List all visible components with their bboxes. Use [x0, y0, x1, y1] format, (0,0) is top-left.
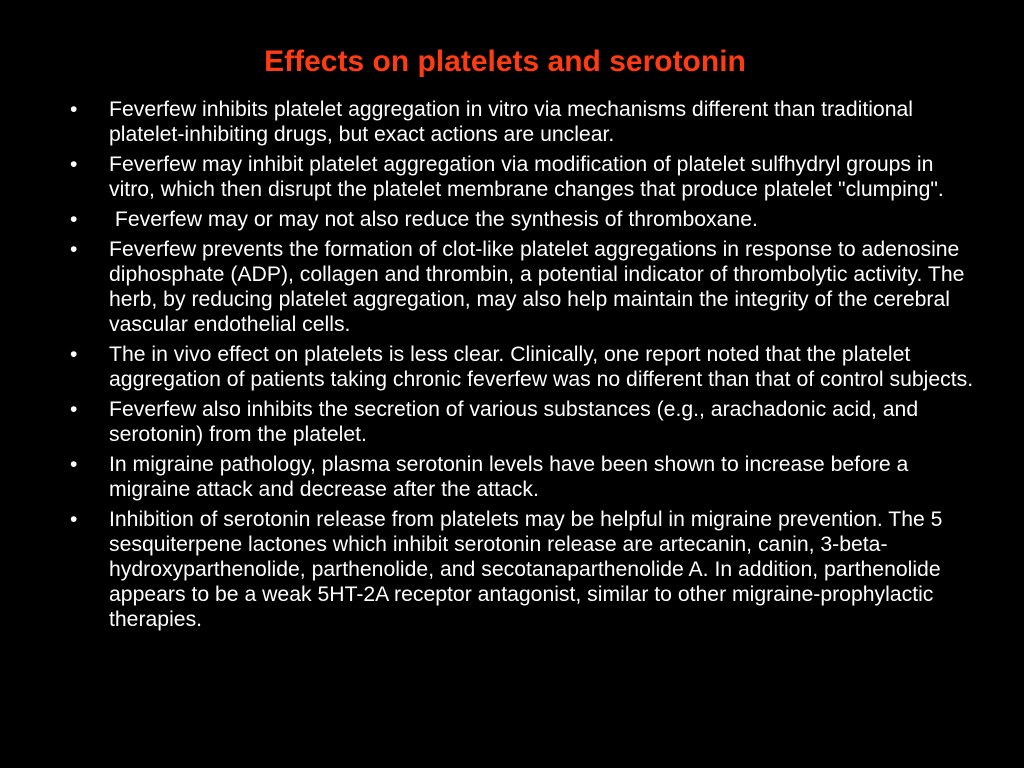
list-item: [66, 97, 976, 147]
bullet-dot-icon: •: [70, 453, 78, 476]
bullet-text: Feverfew prevents the formation of clot-like platelet aggregations in response to adenosine diphosphate (ADP), collagen and thrombin, a potential indicator of thrombolytic activity. The herb, by reducing platelet aggregation, may also help maintain the integrity of the cerebral vascular endothelial cells.: [109, 238, 965, 336]
bullet-text: Inhibition of serotonin release from platelets may be helpful in migraine prevention. The 5 sesquiterpene lactones which inhibit serotonin release are artecanin, canin, 3-beta-hydroxyparthenolide, parthenolide, and secotanaparthenolide A. In addition, parthenolide appears to be a weak 5HT-2A receptor antagonist, similar to other migraine-prophylactic therapies.: [109, 508, 943, 631]
list-item: [66, 207, 976, 232]
list-item: [66, 452, 976, 502]
slide-title: Effects on platelets and serotonin: [264, 45, 746, 78]
bullet-text: The in vivo effect on platelets is less clear. Clinically, one report noted that the platelet aggregation of patients taking chronic feverfew was no different than that of control subjects.: [109, 343, 974, 391]
bullet-dot-icon: •: [70, 238, 78, 261]
bullet-text: Feverfew may or may not also reduce the synthesis of thromboxane.: [109, 208, 758, 231]
list-item: [66, 507, 976, 632]
bullet-dot-icon: •: [70, 398, 78, 421]
bullet-list: [66, 97, 976, 637]
bullet-text: Feverfew also inhibits the secretion of various substances (e.g., arachadonic acid, and serotonin) from the platelet.: [109, 398, 919, 446]
bullet-dot-icon: •: [70, 153, 78, 176]
list-item: [66, 342, 976, 392]
bullet-text: In migraine pathology, plasma serotonin levels have been shown to increase before a migraine attack and decrease after the attack.: [109, 453, 909, 501]
bullet-dot-icon: •: [70, 508, 78, 531]
list-item: [66, 237, 976, 337]
bullet-text: Feverfew inhibits platelet aggregation in vitro via mechanisms different than traditional platelet-inhibiting drugs, but exact actions are unclear.: [109, 98, 913, 146]
bullet-dot-icon: •: [70, 343, 78, 366]
list-item: [66, 152, 976, 202]
bullet-text: Feverfew may inhibit platelet aggregation via modification of platelet sulfhydryl groups in vitro, which then disrupt the platelet membrane changes that produce platelet "clumping".: [109, 153, 944, 201]
list-item: [66, 397, 976, 447]
bullet-dot-icon: •: [70, 98, 78, 121]
bullet-dot-icon: •: [70, 208, 78, 231]
